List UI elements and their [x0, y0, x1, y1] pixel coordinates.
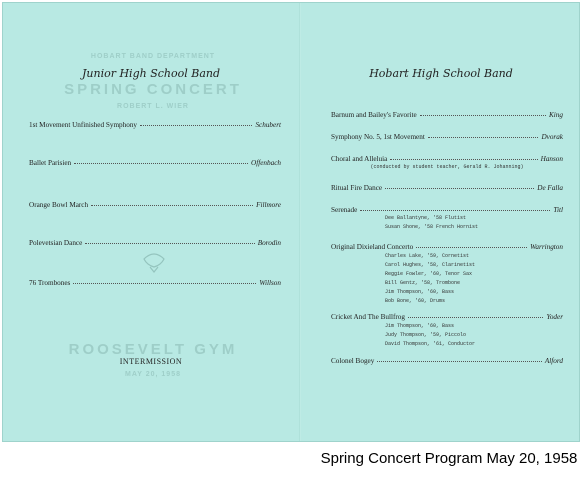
piece-title: Orange Bowl March	[29, 201, 89, 209]
piece-title: Serenade	[331, 206, 358, 214]
conductor-note: (conducted by student teacher, Gerald R. Johanning)	[370, 164, 524, 170]
performer: Susan Shone, '58 French Hornist	[385, 224, 479, 230]
bleed-through-venue: ROOSEVELT GYM	[68, 341, 238, 358]
performer: Carol Hughes, '58, Clarinetist	[385, 262, 476, 268]
program-entry	[29, 121, 281, 129]
piece-title: Ballet Parisien	[29, 159, 72, 167]
program-entry	[331, 184, 563, 192]
composer: Offenbach	[251, 159, 281, 167]
leader-dots	[377, 361, 542, 362]
leader-dots	[74, 163, 248, 164]
program-entry	[29, 201, 281, 209]
leader-dots	[91, 205, 253, 206]
performer: Jim Thompson, '60, Bass	[385, 323, 455, 329]
composer: De Falla	[537, 184, 563, 192]
leader-dots	[416, 247, 527, 248]
leader-dots	[428, 137, 539, 138]
performer: Judy Thompson, '59, Piccolo	[385, 332, 467, 338]
performer: Charles Lake, '59, Cornetist	[385, 253, 470, 259]
program-entry	[331, 357, 563, 365]
high-school-band-title: Hobart High School Band	[369, 67, 513, 80]
bleed-through-director: ROBERT L. WIER	[117, 103, 189, 110]
image-caption: Spring Concert Program May 20, 1958	[320, 450, 578, 467]
leader-dots	[420, 115, 546, 116]
program-entry	[29, 279, 281, 287]
leader-dots	[73, 283, 256, 284]
piece-title: Symphony No. 5, 1st Movement	[331, 133, 425, 141]
program-entry	[331, 313, 563, 321]
performer: David Thompson, '61, Conductor	[385, 341, 476, 347]
performer: Reggie Fowler, '60, Tenor Sax	[385, 271, 473, 277]
piece-title: Cricket And The Bullfrog	[331, 313, 405, 321]
composer: Warrington	[530, 243, 563, 251]
leader-dots	[408, 317, 544, 318]
bleed-through-emblem-icon	[141, 251, 167, 273]
composer: Titl	[553, 206, 563, 214]
leader-dots	[140, 125, 252, 126]
piece-title: Barnum and Bailey's Favorite	[331, 111, 417, 119]
program-entry	[331, 111, 563, 119]
piece-title: 76 Trombones	[29, 279, 71, 287]
intermission-label: INTERMISSION	[119, 357, 183, 366]
piece-title: Colonel Bogey	[331, 357, 375, 365]
performer-list	[385, 214, 478, 232]
composer: Dvorak	[541, 133, 563, 141]
bleed-through-department: HOBART BAND DEPARTMENT	[90, 53, 216, 60]
junior-high-band-title: Junior High School Band	[81, 67, 220, 80]
piece-title: Original Dixieland Concerto	[331, 243, 414, 251]
composer: Alford	[544, 357, 563, 365]
composer: King	[549, 111, 563, 119]
performer: Jim Thompson, '60, Bass	[385, 289, 455, 295]
composer: Schubert	[255, 121, 281, 129]
piece-title: Polevetsian Dance	[29, 239, 83, 247]
program-sheet	[2, 2, 580, 442]
piece-title: Choral and Alleluia	[331, 155, 388, 163]
left-page	[3, 3, 299, 441]
composer: Hanson	[540, 155, 563, 163]
leader-dots	[385, 188, 534, 189]
composer: Yoder	[546, 313, 563, 321]
program-entry	[331, 155, 563, 163]
program-entry	[331, 206, 563, 214]
program-entry	[331, 133, 563, 141]
program-entry	[29, 159, 281, 167]
leader-dots	[390, 159, 537, 160]
program-entry	[29, 239, 281, 247]
leader-dots	[85, 243, 254, 244]
composer: Willson	[259, 279, 281, 287]
composer: Borodin	[257, 239, 281, 247]
program-entry	[331, 243, 563, 251]
performer: Bill Gentz, '58, Trombone	[385, 280, 461, 286]
performer-list	[385, 252, 475, 306]
leader-dots	[360, 210, 550, 211]
bleed-through-spring-concert: SPRING CONCERT	[64, 81, 242, 98]
piece-title: 1st Movement Unfinished Symphony	[29, 121, 138, 129]
performer: Dee Ballantyne, '58 Flutist	[385, 215, 467, 221]
piece-title: Ritual Fire Dance	[331, 184, 383, 192]
composer: Fillmore	[256, 201, 281, 209]
right-page	[301, 3, 581, 441]
bleed-through-date: MAY 20, 1958	[125, 371, 181, 378]
performer-list	[385, 322, 475, 349]
performer: Bob Bone, '60, Drums	[385, 298, 446, 304]
